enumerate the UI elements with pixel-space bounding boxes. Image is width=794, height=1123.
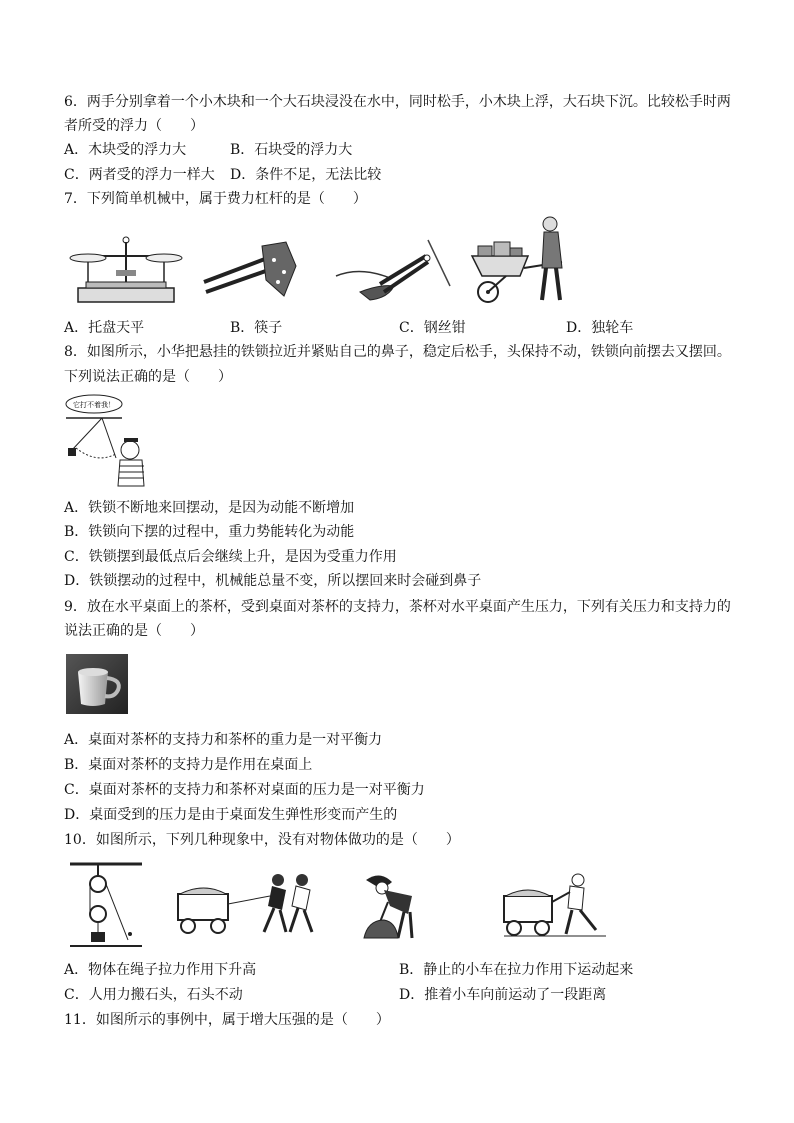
cart-pushed-figure [500,872,610,942]
q9-stem-line1: 9．放在水平桌面上的茶杯，受到桌面对茶杯的支持力，茶杯对水平桌面产生压力，下列有关压力和支持力的 [64,599,731,615]
q9-option-a: A．桌面对茶杯的支持力和茶杯的重力是一对平衡力 [64,732,383,748]
q10-stem: 10．如图所示，下列几种现象中，没有对物体做功的是（ ） [64,832,460,848]
q8-option-a: A．铁锁不断地来回摆动，是因为动能不断增加 [64,500,355,516]
q7-option-a: A．托盘天平 [64,320,145,336]
q7-stem: 7．下列简单机械中，属于费力杠杆的是（ ） [64,191,367,207]
q6-stem-line1: 6．两手分别拿着一个小木块和一个大石块浸没在水中，同时松手，小木块上浮，大石块下沉。比较松手时两 [64,94,731,110]
balance-scale-figure [66,232,186,306]
q6-option-a: A．木块受的浮力大 [64,142,187,158]
q11-stem: 11．如图所示的事例中，属于增大压强的是（ ） [64,1012,390,1028]
q8-stem-line1: 8．如图所示，小华把悬挂的铁锁拉近并紧贴自己的鼻子，稳定后松手，头保持不动，铁锁向前摆去又摆回。 [64,344,731,360]
pendulum-lock-figure [62,392,152,488]
cart-pulled-figure [174,870,322,940]
q6-stem-line2: 者所受的浮力（ ） [64,118,204,134]
q7-option-b: B．筷子 [230,320,283,336]
q7-option-c: C．钢丝钳 [399,320,466,336]
q8-option-b: B．铁锁向下摆的过程中，重力势能转化为动能 [64,524,355,540]
q6-option-d: D．条件不足，无法比较 [230,167,382,183]
lifting-stone-figure [358,872,430,942]
q8-option-c: C．铁锁摆到最低点后会继续上升，是因为受重力作用 [64,549,397,565]
q8-option-d: D．铁锁摆动的过程中，机械能总量不变，所以摆回来时会碰到鼻子 [64,573,482,589]
q6-option-b: B．石块受的浮力大 [230,142,353,158]
wheelbarrow-figure [466,212,572,308]
q10-option-b: B．静止的小车在拉力作用下运动起来 [399,962,634,978]
q9-option-b: B．桌面对茶杯的支持力是作用在桌面上 [64,757,313,773]
q9-option-c: C．桌面对茶杯的支持力和茶杯对桌面的压力是一对平衡力 [64,782,425,798]
teacup-figure [66,654,128,714]
chopsticks-figure [200,236,300,302]
q10-option-d: D．推着小车向前运动了一段距离 [399,987,607,1003]
pulley-figure [66,858,146,950]
q9-option-d: D．桌面受到的压力是由于桌面发生弹性形变而产生的 [64,807,398,823]
pliers-figure [330,236,458,304]
q7-option-d: D．独轮车 [566,320,634,336]
speech-bubble-text: 它打不着我！ [73,401,115,409]
q9-stem-line2: 说法正确的是（ ） [64,623,204,639]
q10-option-a: A．物体在绳子拉力作用下升高 [64,962,257,978]
q8-stem-line2: 下列说法正确的是（ ） [64,369,232,385]
q10-option-c: C．人用力搬石头，石头不动 [64,987,243,1003]
q6-option-c: C．两者受的浮力一样大 [64,167,215,183]
